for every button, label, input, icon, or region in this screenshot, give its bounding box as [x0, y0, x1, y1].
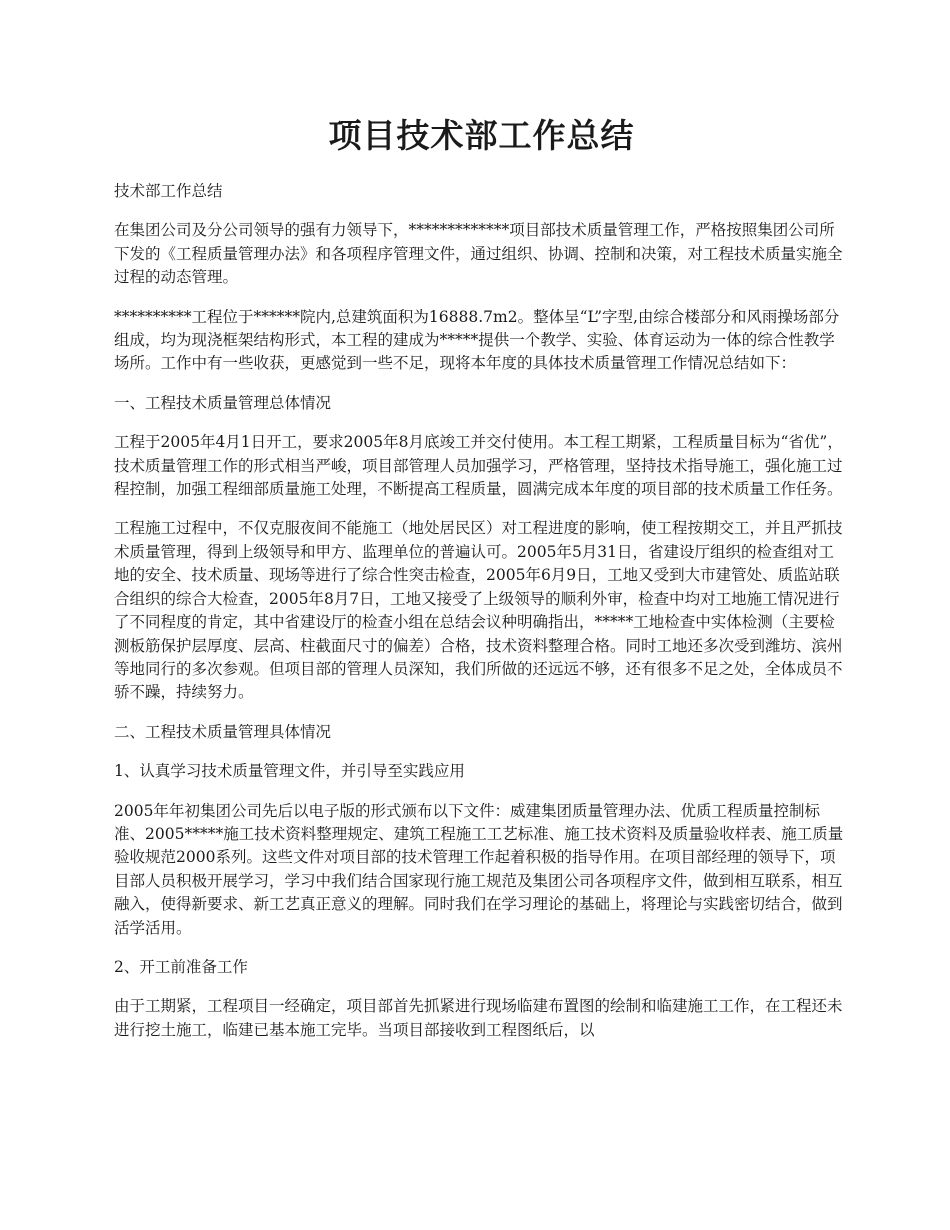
preparation-paragraph: 由于工期紧，工程项目一经确定，项目部首先抓紧进行现场临建布置图的绘制和临建施工工作，在工程还未进行挖土施工，临建已基本施工完毕。当项目部接收到工程图纸后，以	[114, 997, 843, 1039]
section-heading-2: 二、工程技术质量管理具体情况	[114, 722, 332, 741]
subsection-heading-1: 1、认真学习技术质量管理文件，并引导至实践应用	[114, 762, 465, 781]
section-heading-1: 一、工程技术质量管理总体情况	[114, 393, 332, 412]
schedule-paragraph: 工程于2005年4月1日开工，要求2005年8月底竣工并交付使用。本工程工期紧，工程质量目标为“省优”，技术质量管理工作的形式相当严峻，项目部管理人员加强学习，严格管理，坚持技术指导施工，强化施工过程控制，加强工程细部质量施工处理，不断提高工程质量，圆满完成本年度的项目部的技术质量工作任务。	[114, 433, 843, 499]
inspection-paragraph: 工程施工过程中，不仅克服夜间不能施工（地处居民区）对工程进度的影响，使工程按期交工，并且严抓技术质量管理，得到上级领导和甲方、监理单位的普遍认可。2005年5月31日，省建设厅组织的检查组对工地的安全、技术质量、现场等进行了综合性突击检查，2005年6月9日，工地又受到大市建管处、质监站联合组织的综合大检查，2005年8月7日，工地又接受了上级领导的顺利外审，检查中均对工地施工情况进行了不同程度的肯定，其中省建设厅的检查小组在总结会议种明确指出，*****工地检查中实体检测（主要检测板筋保护层厚度、层高、柱截面尺寸的偏差）合格，技术资料整理合格。同时工地还多次受到潍坊、滨州等地同行的多次参观。但项目部的管理人员深知，我们所做的还远远不够，还有很多不足之处，全体成员不骄不躁，持续努力。	[114, 519, 843, 702]
project-overview-paragraph: **********工程位于******院内,总建筑面积为16888.7m2。整体呈“L”字型,由综合楼部分和风雨操场部分组成，均为现浇框架结构形式，本工程的建成为*****提供一个教学、实验、体育运动为一体的综合性教学场所。工作中有一些收获，更感觉到一些不足，现将本年度的具体技术质量管理工作情况总结如下：	[114, 307, 840, 373]
study-documents-paragraph: 2005年年初集团公司先后以电子版的形式颁布以下文件：威建集团质量管理办法、优质工程质量控制标准、2005*****施工技术资料整理规定、建筑工程施工工艺标准、施工技术资料及质量验收样表、施工质量验收规范2000系列。这些文件对项目部的技术管理工作起着积极的指导作用。在项目部经理的领导下，项目部人员积极开展学习，学习中我们结合国家现行施工规范及集团公司各项程序文件，做到相互联系，相互融入，使得新要求、新工艺真正意义的理解。同时我们在学习理论的基础上，将理论与实践密切结合，做到活学活用。	[114, 801, 844, 937]
intro-paragraph: 在集团公司及分公司领导的强有力领导下，*************项目部技术质量管理工作，严格按照集团公司所下发的《工程质量管理办法》和各项程序管理文件，通过组织、协调、控制和决策，对工程技术质量实施全过程的动态管理。	[114, 221, 843, 287]
subsection-heading-2: 2、开工前准备工作	[114, 957, 248, 976]
subtitle-paragraph: 技术部工作总结	[114, 182, 223, 200]
document-body	[114, 180, 849, 1058]
document-title: 项目技术部工作总结	[328, 116, 635, 155]
